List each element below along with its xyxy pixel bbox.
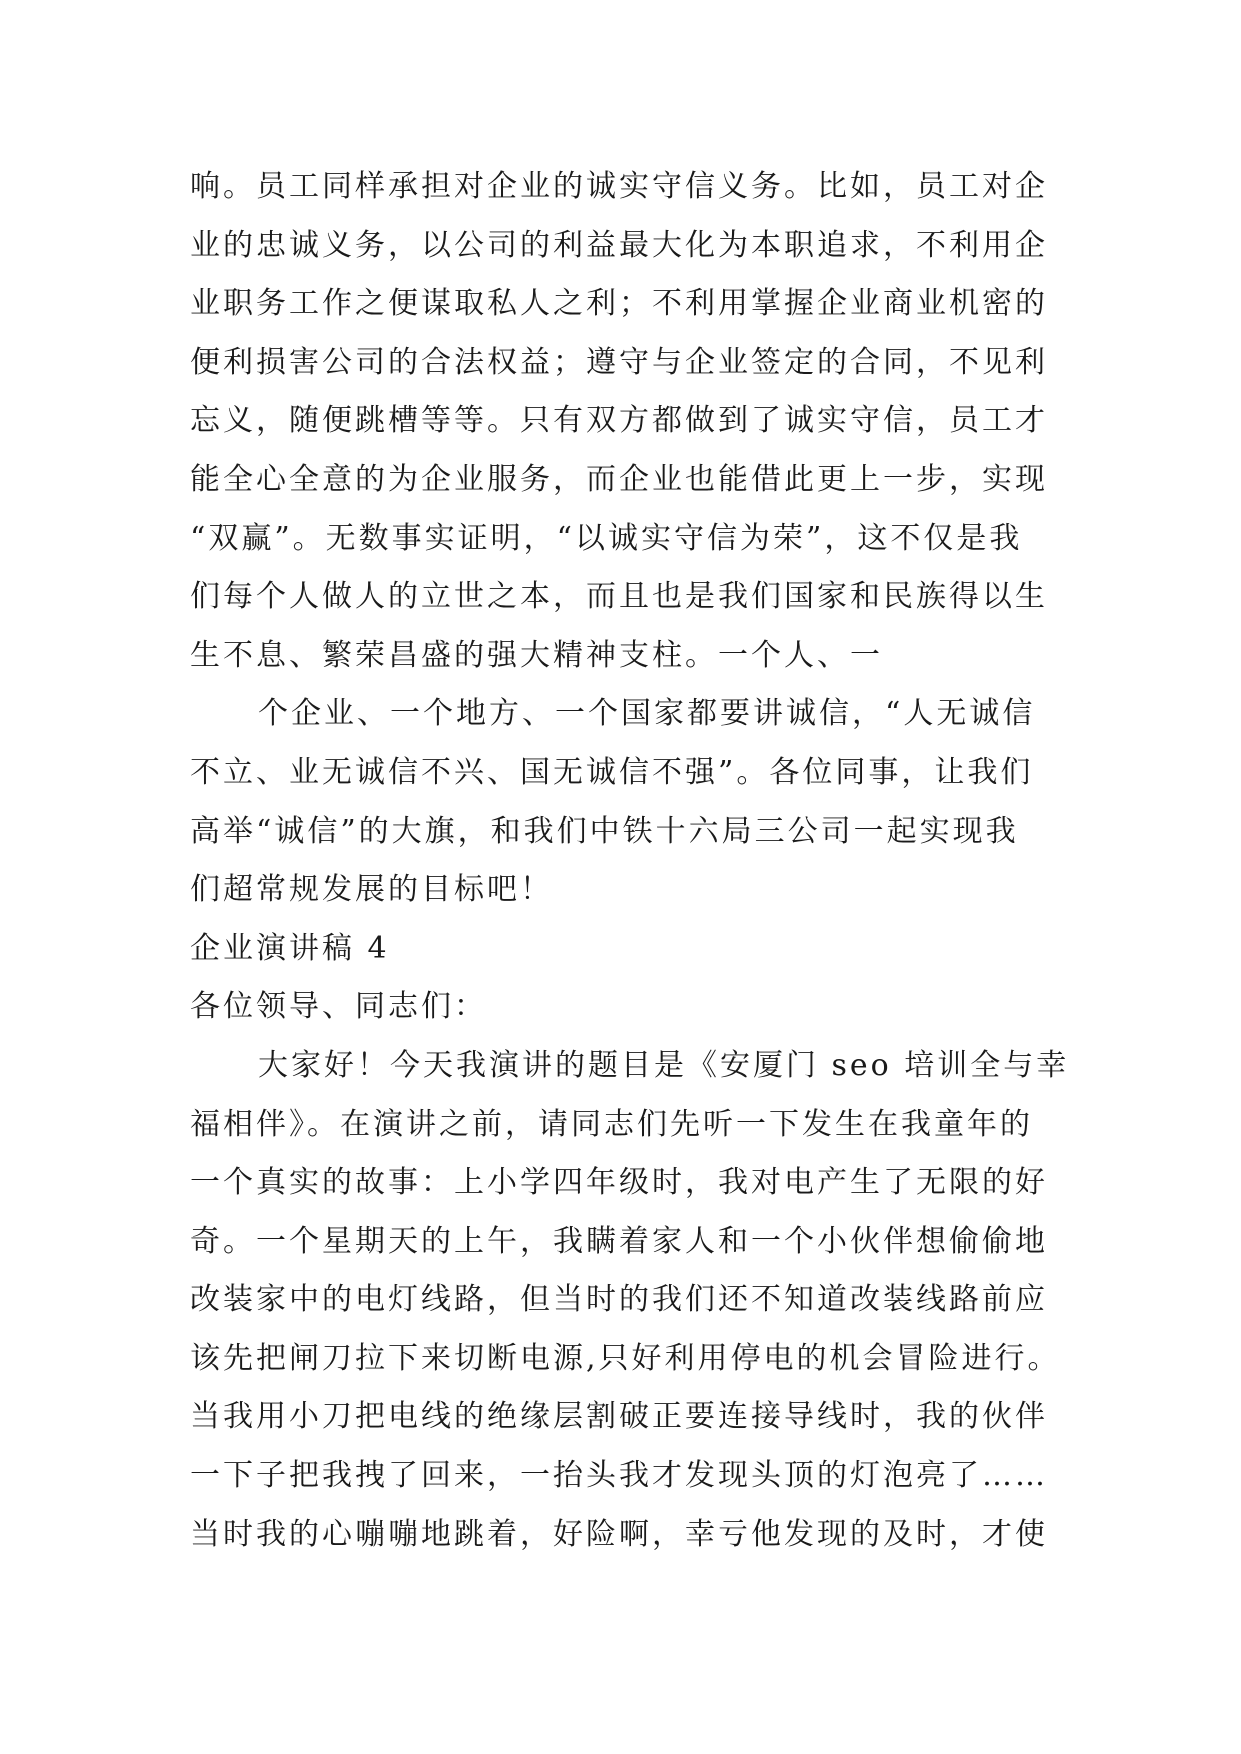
text-line: 一个真实的故事：上小学四年级时，我对电产生了无限的好 xyxy=(190,1165,1048,1201)
text-line: 改装家中的电灯线路，但当时的我们还不知道改装线路前应 xyxy=(190,1282,1048,1318)
text-line: 高举“诚信”的大旗，和我们中铁十六局三公司一起实现我 xyxy=(190,813,1019,849)
text-line: 能全心全意的为企业服务，而企业也能借此更上一步，实现 xyxy=(190,461,1048,497)
text-line: 们超常规发展的目标吧！ xyxy=(190,872,553,908)
text-line: 当时我的心嘣嘣地跳着，好险啊，幸亏他发现的及时，才使 xyxy=(190,1516,1048,1552)
text-line: 忘义，随便跳槽等等。只有双方都做到了诚实守信，员工才 xyxy=(190,403,1048,439)
text-line: 该先把闸刀拉下来切断电源,只好利用停电的机会冒险进行。 xyxy=(190,1340,1061,1376)
text-line: 当我用小刀把电线的绝缘层割破正要连接导线时，我的伙伴 xyxy=(190,1399,1048,1435)
text-line: “双赢”。无数事实证明，“以诚实守信为荣”，这不仅是我 xyxy=(190,520,1023,556)
text-line: 福相伴》。在演讲之前，请同志们先听一下发生在我童年的 xyxy=(190,1106,1033,1142)
paragraph-first-line: 个企业、一个地方、一个国家都要讲诚信，“人无诚信 xyxy=(258,696,1036,732)
text-line: 奇。一个星期天的上午，我瞒着家人和一个小伙伴想偷偷地 xyxy=(190,1223,1048,1259)
text-line: 们每个人做人的立世之本，而且也是我们国家和民族得以生 xyxy=(190,579,1048,615)
paragraph-first-line: 大家好！今天我演讲的题目是《安厦门 seo 培训全与幸 xyxy=(258,1047,1070,1083)
text-line: 不立、业无诚信不兴、国无诚信不强”。各位同事，让我们 xyxy=(190,754,1034,790)
text-line: 业职务工作之便谋取私人之利；不利用掌握企业商业机密的 xyxy=(190,286,1048,322)
section-heading: 企业演讲稿 4 xyxy=(190,930,390,966)
text-line: 生不息、繁荣昌盛的强大精神支柱。一个人、一 xyxy=(190,637,883,673)
text-line: 响。员工同样承担对企业的诚实守信义务。比如，员工对企 xyxy=(190,169,1048,204)
document-body xyxy=(190,158,1070,1564)
text-line: 一下子把我拽了回来，一抬头我才发现头顶的灯泡亮了…… xyxy=(190,1458,1048,1494)
salutation: 各位领导、同志们： xyxy=(190,989,487,1025)
text-line: 便利损害公司的合法权益；遵守与企业签定的合同，不见利 xyxy=(190,344,1048,380)
text-line: 业的忠诚义务，以公司的利益最大化为本职追求，不利用企 xyxy=(190,227,1048,263)
